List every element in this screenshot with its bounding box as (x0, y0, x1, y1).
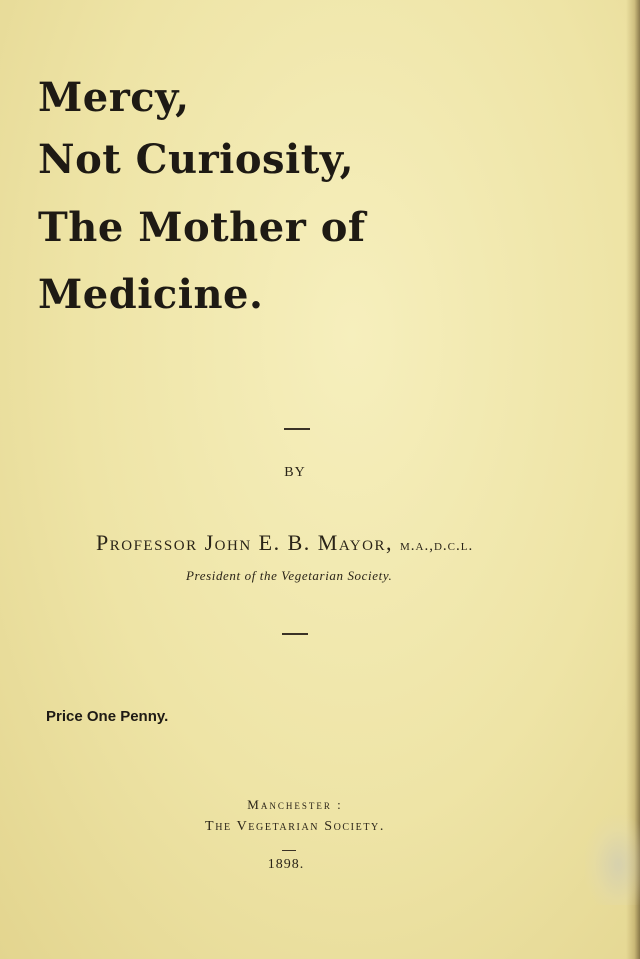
publisher-name: The Vegetarian Society. (205, 819, 385, 834)
divider-rule (284, 428, 310, 430)
title-line-2: Not Curiosity, (38, 136, 355, 183)
price-label: Price One Penny. (46, 708, 169, 725)
divider-rule (282, 850, 296, 851)
publication-year: 1898. (267, 857, 305, 872)
author-title: President of the Vegetarian Society. (186, 568, 393, 583)
by-label: BY (284, 465, 306, 480)
paper-stain (585, 815, 640, 905)
author-line (96, 530, 473, 556)
divider-rule (282, 633, 308, 635)
publisher-city: Manchester : (247, 797, 343, 812)
author-degrees: m.a.,d.c.l. (399, 538, 474, 554)
title-line-1: Mercy, (38, 74, 190, 121)
title-line-3: The Mother of (38, 204, 366, 251)
title-line-4: Medicine. (38, 271, 264, 318)
author-name: Professor John E. B. Mayor, (96, 530, 393, 555)
